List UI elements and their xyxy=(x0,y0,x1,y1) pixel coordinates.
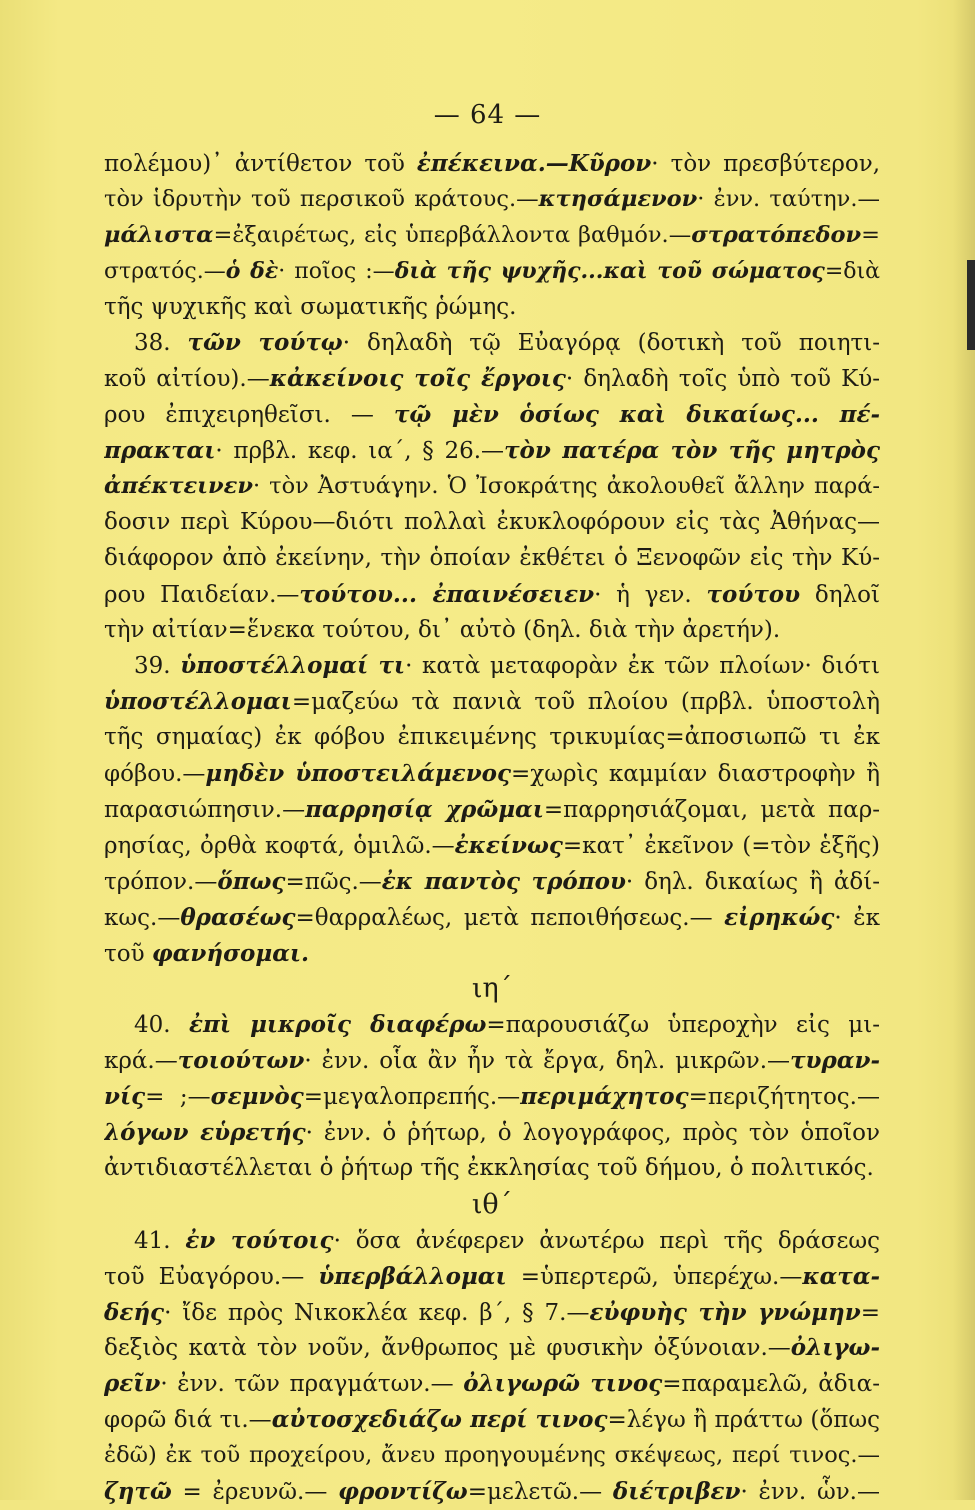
emphasized-term: ἐν τούτοις xyxy=(185,1226,334,1254)
text-segment: δηλοῖ xyxy=(800,581,880,608)
text-line xyxy=(104,325,880,361)
text-line xyxy=(104,469,880,505)
emphasized-term: κτησάμενον xyxy=(538,185,698,212)
text-line xyxy=(104,1330,880,1366)
text-segment: τὸν ἱδρυτὴν τοῦ περσικοῦ κράτους.— xyxy=(104,185,539,212)
text-segment: · κατὰ μεταφορὰν ἐκ τῶν πλοίων· διότι xyxy=(405,653,880,680)
text-line xyxy=(104,433,880,469)
text-segment: ἐδῶ) ἐκ τοῦ προχείρου, ἄνευ προηγουμένης σκέψεως, περί τινος.— xyxy=(104,1442,880,1469)
text-segment: ἀντιδιαστέλλεται ὁ ῥήτωρ τῆς ἐκκλησίας τοῦ δήμου, ὁ πολιτικός. xyxy=(104,1154,874,1181)
text-segment: =λέγω ἢ πράττω (ὅπως xyxy=(607,1407,880,1434)
emphasized-term: ἐκείνως xyxy=(454,831,563,859)
page-text xyxy=(104,146,880,1510)
text-line xyxy=(104,720,880,756)
text-segment: = xyxy=(861,221,880,248)
text-segment: ρησίας, ὀρθὰ κοφτά, ὁμιλῶ.— xyxy=(104,832,455,859)
text-segment: τῆς ψυχικῆς καὶ σωματικῆς ῥώμης. xyxy=(104,293,517,320)
text-segment: · δηλαδὴ τοῖς ὑπὸ τοῦ Κύ- xyxy=(565,366,880,393)
text-line xyxy=(104,1474,880,1510)
text-line xyxy=(104,361,880,397)
text-line xyxy=(104,613,880,649)
text-segment: φόβου.— xyxy=(104,761,206,788)
emphasized-term: λόγων εὑρετής xyxy=(104,1119,306,1147)
text-segment: διάφορον ἀπὸ ἐκείνην, τὴν ὁποίαν ἐκθέτει ὁ Ξενοφῶν εἰς τὴν Κύ- xyxy=(104,544,880,571)
text-line xyxy=(104,684,880,720)
text-line xyxy=(104,577,880,613)
text-line xyxy=(104,146,880,182)
text-line xyxy=(104,1438,880,1474)
emphasized-term: σεμνὸς xyxy=(210,1083,304,1111)
text-segment: ρου ἐπιχειρηθεῖσι. — xyxy=(104,402,394,429)
text-line xyxy=(104,541,880,577)
text-segment: =διὰ xyxy=(824,258,880,284)
emphasized-term: τούτου xyxy=(706,580,801,608)
text-segment: · ἴδε πρὸς Νικοκλέα κεφ. β΄, § 7.— xyxy=(164,1299,590,1326)
text-segment: τρόπον.— xyxy=(104,868,218,895)
text-segment: τοῦ xyxy=(104,940,152,967)
text-segment: · τὸν Ἀστυάγην. Ὁ Ἰσοκράτης ἀκολουθεῖ ἄλλην παρά- xyxy=(252,473,880,500)
emphasized-term: τὸν πατέρα τὸν τῆς μητρὸς xyxy=(504,437,880,465)
emphasized-term: ὀλιγω- xyxy=(790,1334,880,1362)
emphasized-term: εὐφυὴς τὴν γνώμην xyxy=(589,1298,861,1326)
text-line xyxy=(104,936,880,972)
text-line xyxy=(104,505,880,541)
text-segment: · δηλ. δικαίως ἢ ἀδί- xyxy=(625,868,880,895)
emphasized-term: μηδὲν ὑποστειλάμενος xyxy=(205,760,512,788)
text-line xyxy=(104,290,880,326)
text-segment: 38. xyxy=(134,330,188,357)
emphasized-term: τυραν- xyxy=(790,1047,880,1075)
text-segment: · πρβλ. κεφ. ια΄, § 26.— xyxy=(215,438,505,465)
text-segment: · ἐνν. ταύτην.— xyxy=(697,185,880,212)
text-line xyxy=(104,1115,880,1151)
text-line xyxy=(104,1043,880,1079)
page-edge-shadow xyxy=(953,0,975,1500)
emphasized-term: φροντίζω xyxy=(338,1477,468,1505)
text-segment: τὴν αἰτίαν=ἕνεκα τούτου, δι᾽ αὐτὸ (δηλ. διὰ τὴν ἀρετήν). xyxy=(104,616,781,643)
emphasized-term: διέτριβεν xyxy=(612,1477,741,1505)
text-segment: · ἡ γεν. xyxy=(594,581,707,608)
emphasized-term: ἐπὶ μικροῖς διαφέρω xyxy=(189,1011,487,1039)
text-segment: =ὑπερτερῶ, ὑπερέχω.— xyxy=(506,1263,803,1290)
text-segment: · ἐνν. ὧν.— xyxy=(740,1478,880,1505)
text-line xyxy=(104,864,880,900)
text-segment: =μεγαλοπρεπής.— xyxy=(303,1084,521,1111)
text-segment: παρασιώπησιν.— xyxy=(104,797,306,824)
text-segment: στρατός.— xyxy=(104,258,226,284)
text-line xyxy=(104,756,880,792)
text-line xyxy=(104,1223,880,1259)
emphasized-term: αὐτοσχεδιάζω περί τινος xyxy=(271,1406,608,1434)
text-segment: =χωρὶς καμμίαν διαστροφὴν ἢ xyxy=(511,761,880,788)
emphasized-term: νίς xyxy=(104,1083,146,1111)
text-segment: τοῦ Εὐαγόρου.— xyxy=(104,1263,319,1290)
emphasized-term: ρεῖν xyxy=(104,1370,161,1398)
emphasized-term: στρατόπεδον xyxy=(691,221,862,248)
emphasized-term: θρασέως xyxy=(180,903,296,931)
text-segment: 41. xyxy=(134,1227,186,1254)
text-segment: =ἐξαιρέτως, εἰς ὑπερβάλλοντα βαθμόν.— xyxy=(213,221,692,248)
emphasized-term: περιμάχητος xyxy=(520,1083,689,1111)
emphasized-term: κἀκείνοις τοῖς ἔργοις xyxy=(269,365,566,393)
text-segment: πολέμου)᾽ ἀντίθετον τοῦ xyxy=(104,151,417,177)
emphasized-term: εἰρηκώς xyxy=(724,903,835,931)
text-segment: =θαρραλέως, μετὰ πεποιθήσεως.— xyxy=(295,904,725,931)
text-line xyxy=(104,828,880,864)
emphasized-term: φανήσομαι. xyxy=(151,939,310,967)
text-line xyxy=(104,218,880,254)
text-segment: 40. xyxy=(134,1012,190,1039)
text-segment: · ἐνν. τῶν πραγμάτων.— xyxy=(160,1371,464,1398)
text-line xyxy=(104,900,880,936)
text-line xyxy=(104,648,880,684)
emphasized-term: μάλιστα xyxy=(104,221,214,248)
emphasized-term: κατα- xyxy=(802,1262,880,1290)
text-segment: · ἐκ xyxy=(834,904,880,931)
emphasized-term: ὑποστέλλομαί τι xyxy=(180,652,406,680)
text-segment: =μελετῶ.— xyxy=(467,1478,613,1505)
text-segment: =περιζήτητος.— xyxy=(688,1084,880,1111)
text-segment: τῆς σημαίας) ἐκ φόβου ἐπικειμένης τρικυμίας=ἀποσιωπῶ τι ἐκ xyxy=(104,724,880,751)
emphasized-term: παρρησίᾳ χρῶμαι xyxy=(305,796,544,824)
text-segment: = xyxy=(860,1299,880,1326)
section-heading: ιη΄ xyxy=(471,973,513,1005)
emphasized-term: ὅπως xyxy=(217,867,286,895)
emphasized-term: ἐπέκεινα.—Κῦρον xyxy=(416,150,652,177)
text-segment: =κατ᾽ ἐκεῖνον (=τὸν ἑξῆς) xyxy=(562,832,880,859)
emphasized-term: ὁ δὲ xyxy=(225,257,279,284)
text-segment: φορῶ διά τι.— xyxy=(104,1407,272,1434)
emphasized-term: ὑποστέλλομαι xyxy=(104,688,292,716)
text-segment: · ἐνν. ὁ ῥήτωρ, ὁ λογογράφος, πρὸς τὸν ὁποῖον xyxy=(305,1120,880,1147)
margin-mark xyxy=(967,260,975,350)
text-line xyxy=(104,1402,880,1438)
text-line xyxy=(104,1151,880,1187)
text-segment: κοῦ αἰτίου).— xyxy=(104,366,270,393)
section-heading: ιθ΄ xyxy=(471,1188,513,1220)
text-segment: 39. xyxy=(134,653,181,680)
emphasized-term: τῶν τούτῳ xyxy=(187,329,343,357)
emphasized-term: πρακται xyxy=(104,437,216,465)
text-segment: · τὸν πρεσβύτερον, xyxy=(651,151,880,177)
emphasized-term: τῷ μὲν ὁσίως καὶ δικαίως... πέ- xyxy=(393,401,880,429)
text-segment: · ἐνν. οἷα ἂν ἦν τὰ ἔργα, δηλ. μικρῶν.— xyxy=(304,1048,791,1075)
text-segment: = ;— xyxy=(145,1084,211,1111)
emphasized-term: τοιούτων xyxy=(177,1047,305,1075)
text-segment: =μαζεύω τὰ πανιὰ τοῦ πλοίου (πρβλ. ὑποστολὴ xyxy=(291,689,880,716)
emphasized-term: δεής xyxy=(104,1298,165,1326)
text-line xyxy=(104,1007,880,1043)
emphasized-term: ζητῶ xyxy=(104,1477,172,1505)
text-line xyxy=(104,1295,880,1331)
page-number: — 64 — xyxy=(433,100,542,130)
text-line xyxy=(104,182,880,218)
text-segment: δοσιν περὶ Κύρου—διότι πολλαὶ ἐκυκλοφόρουν εἰς τὰς Ἀθήνας— xyxy=(104,508,880,535)
text-segment: δεξιὸς κατὰ τὸν νοῦν, ἄνθρωπος μὲ φυσικὴν ὀξύνοιαν.— xyxy=(104,1335,791,1362)
text-segment: =παρρησιάζομαι, μετὰ παρ- xyxy=(543,797,880,824)
text-line xyxy=(104,1366,880,1402)
text-segment: κρά.— xyxy=(104,1048,178,1075)
text-line xyxy=(104,1079,880,1115)
text-segment: κως.— xyxy=(104,904,181,931)
text-segment: =παρουσιάζω ὑπεροχὴν εἰς μι- xyxy=(486,1012,880,1039)
text-segment: · δηλαδὴ τῷ Εὐαγόρᾳ (δοτικὴ τοῦ ποιητι- xyxy=(342,330,880,357)
emphasized-term: τούτου... ἐπαινέσειεν xyxy=(299,580,595,608)
text-segment: ρου Παιδείαν.— xyxy=(104,581,300,608)
emphasized-term: ὑπερβάλλομαι xyxy=(318,1262,507,1290)
emphasized-term: διὰ τῆς ψυχῆς...καὶ τοῦ σώματος xyxy=(394,257,825,284)
emphasized-term: ἐκ παντὸς τρόπου xyxy=(381,867,626,895)
text-segment: · ποῖος :— xyxy=(278,258,395,284)
text-segment: = ἐρευνῶ.— xyxy=(171,1478,339,1505)
text-segment: =πῶς.— xyxy=(285,868,382,895)
text-line xyxy=(104,792,880,828)
text-line xyxy=(104,254,880,290)
text-line xyxy=(104,1259,880,1295)
text-segment: · ὅσα ἀνέφερεν ἀνωτέρω περὶ τῆς δράσεως xyxy=(333,1227,880,1254)
text-segment: =παραμελῶ, ἀδια- xyxy=(662,1371,880,1398)
text-line xyxy=(104,397,880,433)
emphasized-term: ὀλιγωρῶ τινος xyxy=(463,1370,663,1398)
emphasized-term: ἀπέκτεινεν xyxy=(104,473,253,500)
